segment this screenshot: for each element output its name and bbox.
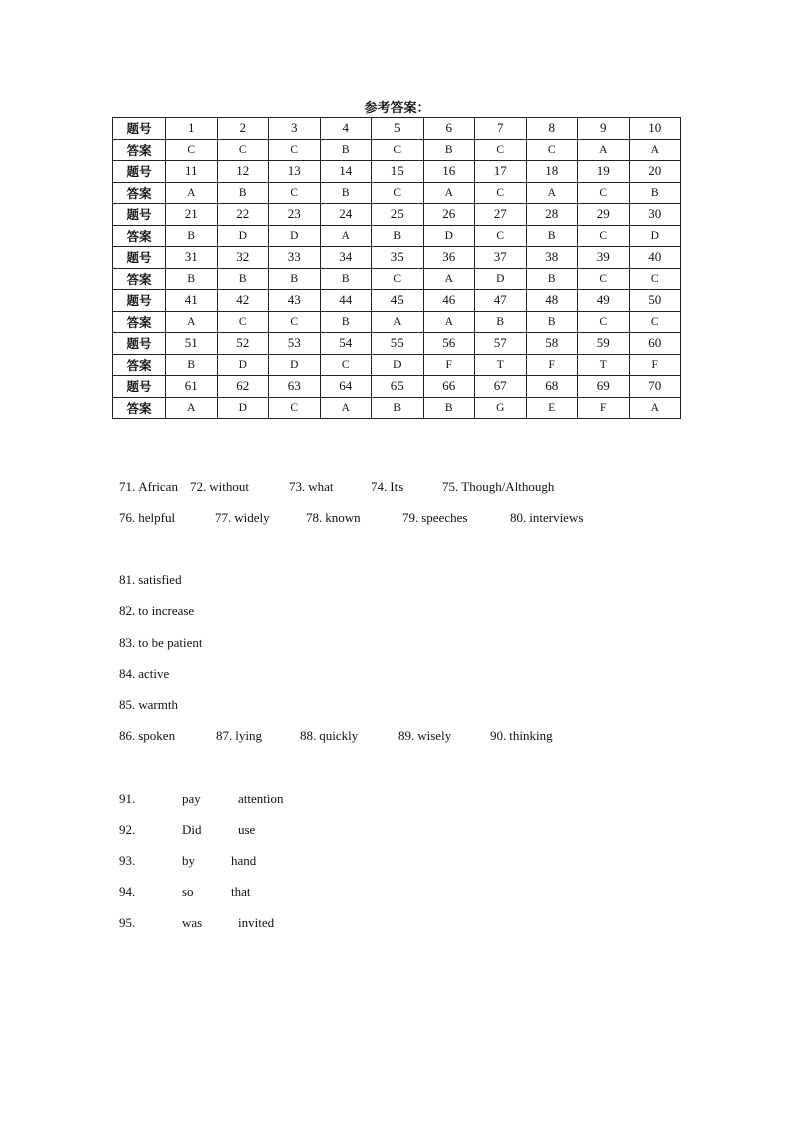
answer-cell: C bbox=[269, 311, 321, 333]
question-number-cell: 25 bbox=[372, 204, 424, 226]
answer-83: 83. to be patient bbox=[119, 635, 203, 650]
question-number-cell: 8 bbox=[526, 118, 578, 140]
answer-cell: A bbox=[629, 397, 681, 419]
question-number-cell: 62 bbox=[217, 376, 269, 398]
answer-cell: A bbox=[166, 311, 218, 333]
question-number-label: 题号 bbox=[113, 118, 166, 140]
question-number-row bbox=[113, 204, 681, 226]
answer-73: 73. what bbox=[289, 479, 334, 494]
answer-row-label: 答案 bbox=[113, 311, 166, 333]
question-number-cell: 70 bbox=[629, 376, 681, 398]
answer-92: 92. Did use bbox=[119, 822, 256, 837]
answer-cell: A bbox=[629, 139, 681, 161]
answer-cell: A bbox=[578, 139, 630, 161]
answer-cell: C bbox=[475, 139, 527, 161]
answer-82: 82. to increase bbox=[119, 603, 195, 618]
question-number-cell: 26 bbox=[423, 204, 475, 226]
question-number-cell: 55 bbox=[372, 333, 424, 355]
answer-cell: D bbox=[629, 225, 681, 247]
question-number-cell: 9 bbox=[578, 118, 630, 140]
question-number-cell: 63 bbox=[269, 376, 321, 398]
answer-cell: B bbox=[217, 268, 269, 290]
question-number-label: 题号 bbox=[113, 376, 166, 398]
answer-cell: A bbox=[320, 225, 372, 247]
question-number-cell: 43 bbox=[269, 290, 321, 312]
question-number-label: 题号 bbox=[113, 333, 166, 355]
answer-90: 90. thinking bbox=[490, 728, 553, 743]
answers-71-75 bbox=[119, 479, 554, 495]
question-number-cell: 57 bbox=[475, 333, 527, 355]
answer-cell: T bbox=[475, 354, 527, 376]
question-number-cell: 37 bbox=[475, 247, 527, 269]
question-number-cell: 61 bbox=[166, 376, 218, 398]
question-number-cell: 20 bbox=[629, 161, 681, 183]
answer-row bbox=[113, 268, 681, 290]
answer-table bbox=[112, 117, 681, 419]
answer-row-label: 答案 bbox=[113, 354, 166, 376]
question-number-cell: 17 bbox=[475, 161, 527, 183]
answer-cell: B bbox=[526, 311, 578, 333]
question-number-cell: 36 bbox=[423, 247, 475, 269]
question-number-label: 题号 bbox=[113, 290, 166, 312]
answer-cell: D bbox=[372, 354, 424, 376]
question-number-cell: 28 bbox=[526, 204, 578, 226]
question-number-cell: 21 bbox=[166, 204, 218, 226]
question-number-cell: 16 bbox=[423, 161, 475, 183]
answer-cell: D bbox=[217, 225, 269, 247]
question-number-row bbox=[113, 290, 681, 312]
answer-81: 81. satisfied bbox=[119, 572, 182, 587]
answer-cell: F bbox=[423, 354, 475, 376]
answers-76-80 bbox=[119, 510, 583, 526]
answer-row-label: 答案 bbox=[113, 225, 166, 247]
question-number-cell: 23 bbox=[269, 204, 321, 226]
answer-cell: A bbox=[372, 311, 424, 333]
question-number-row bbox=[113, 333, 681, 355]
answer-row bbox=[113, 397, 681, 419]
question-number-cell: 39 bbox=[578, 247, 630, 269]
answer-cell: C bbox=[166, 139, 218, 161]
answer-cell: F bbox=[578, 397, 630, 419]
question-number-cell: 58 bbox=[526, 333, 578, 355]
question-number-label: 题号 bbox=[113, 204, 166, 226]
question-number-cell: 52 bbox=[217, 333, 269, 355]
answer-72: 72. without bbox=[190, 479, 249, 494]
answer-cell: D bbox=[217, 397, 269, 419]
answer-row bbox=[113, 139, 681, 161]
answer-79: 79. speeches bbox=[402, 510, 468, 525]
answer-cell: C bbox=[475, 182, 527, 204]
answer-cell: A bbox=[423, 268, 475, 290]
answer-cell: F bbox=[526, 354, 578, 376]
question-number-label: 题号 bbox=[113, 247, 166, 269]
answer-cell: D bbox=[217, 354, 269, 376]
question-number-cell: 65 bbox=[372, 376, 424, 398]
question-number-cell: 34 bbox=[320, 247, 372, 269]
question-number-cell: 29 bbox=[578, 204, 630, 226]
question-number-cell: 68 bbox=[526, 376, 578, 398]
answer-cell: A bbox=[166, 182, 218, 204]
question-number-cell: 44 bbox=[320, 290, 372, 312]
question-number-cell: 7 bbox=[475, 118, 527, 140]
answer-cell: B bbox=[320, 268, 372, 290]
answer-row bbox=[113, 225, 681, 247]
answer-cell: E bbox=[526, 397, 578, 419]
question-number-cell: 60 bbox=[629, 333, 681, 355]
answer-cell: D bbox=[269, 354, 321, 376]
question-number-cell: 35 bbox=[372, 247, 424, 269]
answer-cell: C bbox=[372, 139, 424, 161]
question-number-cell: 2 bbox=[217, 118, 269, 140]
answer-71: 71. African bbox=[119, 479, 178, 494]
question-number-cell: 53 bbox=[269, 333, 321, 355]
question-number-cell: 49 bbox=[578, 290, 630, 312]
answer-cell: C bbox=[578, 182, 630, 204]
answer-75: 75. Though/Although bbox=[442, 479, 555, 494]
question-number-cell: 22 bbox=[217, 204, 269, 226]
question-number-row bbox=[113, 161, 681, 183]
answer-cell: B bbox=[320, 139, 372, 161]
answer-cell: A bbox=[423, 182, 475, 204]
answer-cell: C bbox=[217, 311, 269, 333]
answer-cell: C bbox=[578, 225, 630, 247]
question-number-cell: 56 bbox=[423, 333, 475, 355]
answer-cell: C bbox=[372, 268, 424, 290]
answer-91: 91. pay attention bbox=[119, 791, 284, 806]
answer-cell: B bbox=[166, 268, 218, 290]
answer-88: 88. quickly bbox=[300, 728, 359, 743]
answer-77: 77. widely bbox=[215, 510, 270, 525]
question-number-cell: 32 bbox=[217, 247, 269, 269]
question-number-cell: 38 bbox=[526, 247, 578, 269]
answer-87: 87. lying bbox=[216, 728, 262, 743]
answer-85: 85. warmth bbox=[119, 697, 178, 712]
answer-row bbox=[113, 311, 681, 333]
question-number-cell: 12 bbox=[217, 161, 269, 183]
answer-cell: C bbox=[629, 311, 681, 333]
answer-row bbox=[113, 354, 681, 376]
answer-cell: B bbox=[166, 225, 218, 247]
answer-row bbox=[113, 182, 681, 204]
question-number-cell: 67 bbox=[475, 376, 527, 398]
answer-cell: A bbox=[526, 182, 578, 204]
answer-row-label: 答案 bbox=[113, 139, 166, 161]
answer-cell: B bbox=[423, 139, 475, 161]
answer-cell: C bbox=[629, 268, 681, 290]
answer-cell: F bbox=[629, 354, 681, 376]
answer-row-label: 答案 bbox=[113, 182, 166, 204]
question-number-cell: 5 bbox=[372, 118, 424, 140]
question-number-cell: 54 bbox=[320, 333, 372, 355]
answer-row-label: 答案 bbox=[113, 397, 166, 419]
answer-cell: C bbox=[372, 182, 424, 204]
answer-74: 74. Its bbox=[371, 479, 404, 494]
question-number-cell: 59 bbox=[578, 333, 630, 355]
answer-cell: B bbox=[320, 311, 372, 333]
answer-cell: B bbox=[526, 225, 578, 247]
answer-cell: D bbox=[475, 268, 527, 290]
answer-80: 80. interviews bbox=[510, 510, 584, 525]
answer-cell: C bbox=[578, 311, 630, 333]
answer-cell: G bbox=[475, 397, 527, 419]
answer-cell: B bbox=[372, 397, 424, 419]
question-number-cell: 41 bbox=[166, 290, 218, 312]
answer-86: 86. spoken bbox=[119, 728, 176, 743]
answer-cell: B bbox=[526, 268, 578, 290]
question-number-cell: 19 bbox=[578, 161, 630, 183]
page-title: 参考答案： bbox=[364, 101, 430, 116]
question-number-row bbox=[113, 247, 681, 269]
question-number-cell: 1 bbox=[166, 118, 218, 140]
question-number-cell: 11 bbox=[166, 161, 218, 183]
answer-cell: C bbox=[578, 268, 630, 290]
answer-76: 76. helpful bbox=[119, 510, 176, 525]
answer-cell: B bbox=[217, 182, 269, 204]
question-number-label: 题号 bbox=[113, 161, 166, 183]
answer-cell: B bbox=[372, 225, 424, 247]
question-number-cell: 27 bbox=[475, 204, 527, 226]
answer-93: 93. by hand bbox=[119, 853, 257, 868]
question-number-cell: 46 bbox=[423, 290, 475, 312]
answer-89: 89. wisely bbox=[398, 728, 452, 743]
question-number-cell: 18 bbox=[526, 161, 578, 183]
answer-95: 95. was invited bbox=[119, 915, 275, 930]
question-number-cell: 40 bbox=[629, 247, 681, 269]
answer-cell: T bbox=[578, 354, 630, 376]
answers-86-90 bbox=[119, 728, 553, 744]
answer-cell: B bbox=[423, 397, 475, 419]
question-number-cell: 15 bbox=[372, 161, 424, 183]
answer-cell: B bbox=[320, 182, 372, 204]
question-number-cell: 42 bbox=[217, 290, 269, 312]
answer-cell: C bbox=[269, 397, 321, 419]
answer-cell: C bbox=[269, 182, 321, 204]
question-number-cell: 33 bbox=[269, 247, 321, 269]
answer-78: 78. known bbox=[306, 510, 361, 525]
question-number-cell: 45 bbox=[372, 290, 424, 312]
question-number-row bbox=[113, 118, 681, 140]
answer-cell: B bbox=[629, 182, 681, 204]
question-number-cell: 4 bbox=[320, 118, 372, 140]
question-number-cell: 47 bbox=[475, 290, 527, 312]
question-number-cell: 66 bbox=[423, 376, 475, 398]
answer-cell: D bbox=[269, 225, 321, 247]
answer-cell: C bbox=[269, 139, 321, 161]
answer-cell: C bbox=[217, 139, 269, 161]
question-number-cell: 48 bbox=[526, 290, 578, 312]
question-number-cell: 24 bbox=[320, 204, 372, 226]
answer-cell: B bbox=[166, 354, 218, 376]
answer-84: 84. active bbox=[119, 666, 170, 681]
question-number-cell: 6 bbox=[423, 118, 475, 140]
answer-cell: A bbox=[320, 397, 372, 419]
question-number-row bbox=[113, 376, 681, 398]
answer-cell: B bbox=[269, 268, 321, 290]
answer-cell: A bbox=[166, 397, 218, 419]
question-number-cell: 30 bbox=[629, 204, 681, 226]
question-number-cell: 10 bbox=[629, 118, 681, 140]
answer-cell: D bbox=[423, 225, 475, 247]
answer-cell: C bbox=[320, 354, 372, 376]
question-number-cell: 31 bbox=[166, 247, 218, 269]
answer-94: 94. so that bbox=[119, 884, 251, 899]
answer-row-label: 答案 bbox=[113, 268, 166, 290]
question-number-cell: 69 bbox=[578, 376, 630, 398]
answer-cell: C bbox=[526, 139, 578, 161]
answer-cell: B bbox=[475, 311, 527, 333]
answer-cell: A bbox=[423, 311, 475, 333]
question-number-cell: 13 bbox=[269, 161, 321, 183]
question-number-cell: 51 bbox=[166, 333, 218, 355]
question-number-cell: 14 bbox=[320, 161, 372, 183]
question-number-cell: 50 bbox=[629, 290, 681, 312]
answer-cell: C bbox=[475, 225, 527, 247]
question-number-cell: 3 bbox=[269, 118, 321, 140]
question-number-cell: 64 bbox=[320, 376, 372, 398]
